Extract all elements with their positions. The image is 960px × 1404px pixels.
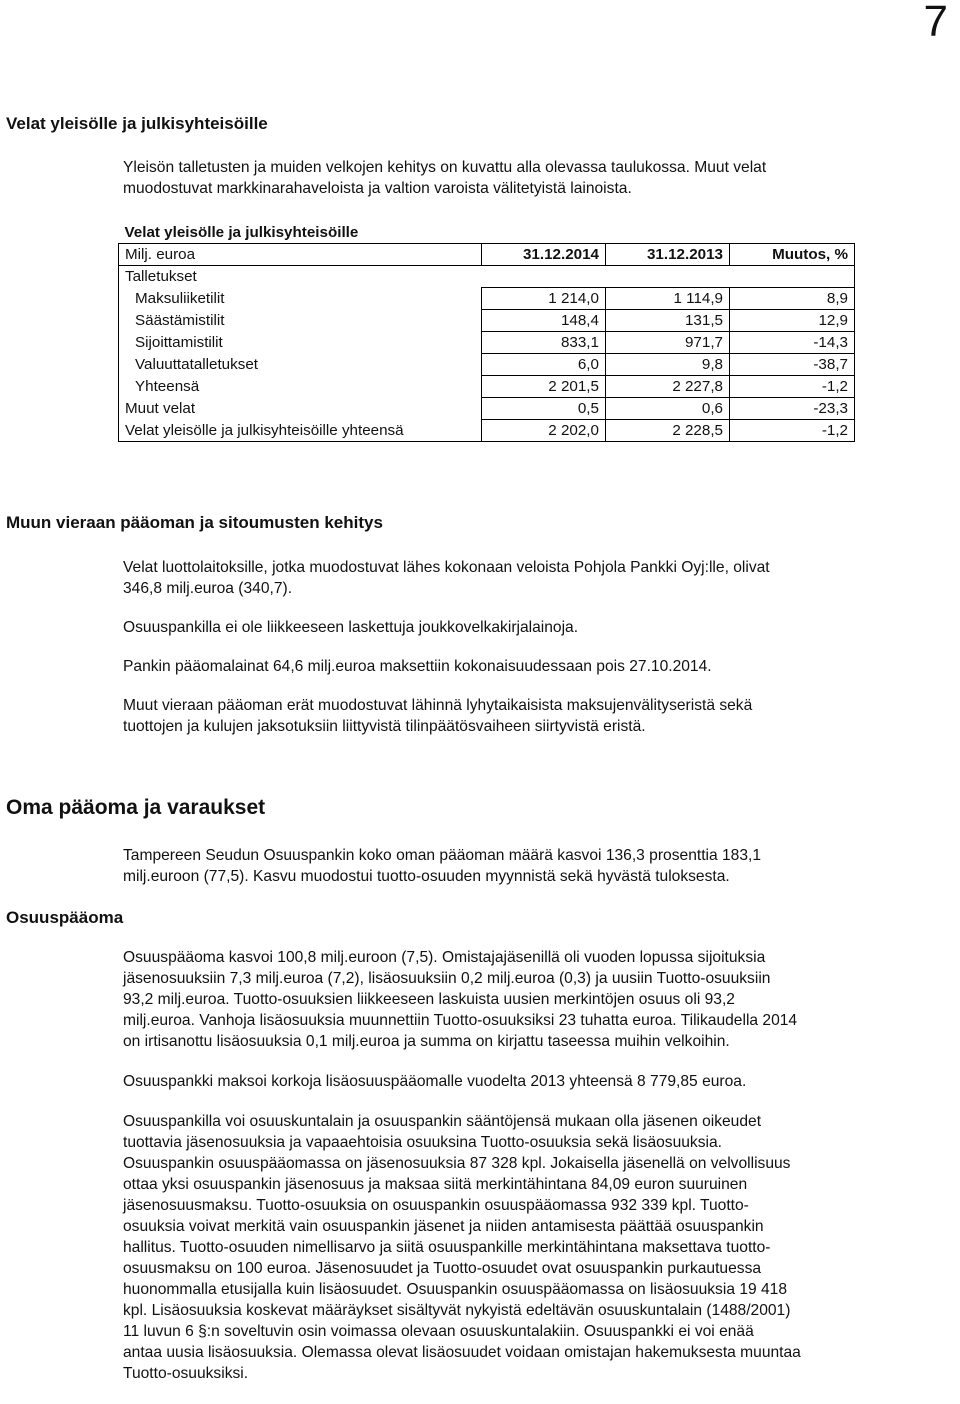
row-label: Valuuttatalletukset bbox=[119, 354, 482, 376]
section-heading-equity: Oma pääoma ja varaukset bbox=[6, 796, 266, 819]
paragraph-line: jäsenosuuksiin 7,3 milj.euroa (7,2), lisäosuuksiin 0,2 milj.euroa (0,3) ja uusiin Tuotto-osuuksiin bbox=[123, 970, 771, 987]
row-value-2014: 0,5 bbox=[481, 398, 605, 420]
row-value-2013: 2 227,8 bbox=[605, 376, 729, 398]
row-value-2014: 2 202,0 bbox=[481, 420, 605, 442]
table-row bbox=[119, 398, 855, 420]
paragraph: Pankin pääomalainat 64,6 milj.euroa maksettiin kokonaisuudessaan pois 27.10.2014. bbox=[123, 658, 712, 675]
intro-line: muodostuvat markkinarahaveloista ja valtion varoista välitetyistä lainoista. bbox=[123, 180, 632, 197]
paragraph-line: 346,8 milj.euroa (340,7). bbox=[123, 580, 293, 597]
table-row bbox=[119, 376, 855, 398]
row-value-2014: 6,0 bbox=[481, 354, 605, 376]
equity-text bbox=[123, 845, 913, 1384]
paragraph-line: antaa uusia lisäosuuksia. Olemassa olevat lisäosuudet voidaan omistajan hakemuksesta muuntaa bbox=[123, 1344, 801, 1361]
table-title: Velat yleisölle ja julkisyhteisöille bbox=[124, 224, 359, 241]
paragraph-line: milj.euroa. Vanhoja lisäosuuksia muunnettiin Tuotto-osuuksiksi 23 tuhatta euroa. Tilikaudella 2014 bbox=[123, 1012, 798, 1029]
paragraph-line: milj.euroon (77,5). Kasvu muodostui tuotto-osuuden myynnistä sekä hyvästä tuloksesta. bbox=[123, 868, 730, 885]
paragraph-line: Tampereen Seudun Osuuspankin koko oman pääoman määrä kasvoi 136,3 prosenttia 183,1 bbox=[123, 847, 762, 864]
row-value-2013: 971,7 bbox=[605, 332, 729, 354]
row-value-2014: 148,4 bbox=[481, 310, 605, 332]
row-value-2013: 1 114,9 bbox=[605, 288, 729, 310]
paragraph-line: huonommalla etusijalla kuin lisäosuudet. Osuuspankin osuuspääomassa on lisäosuuksia 19 418 bbox=[123, 1281, 788, 1298]
section-heading-other-liabilities: Muun vieraan pääoman ja sitoumusten kehitys bbox=[6, 513, 383, 532]
intro-line: Yleisön talletusten ja muiden velkojen kehitys on kuvattu alla olevassa taulukossa. Muut velat bbox=[123, 159, 767, 176]
row-value-change: -38,7 bbox=[730, 354, 855, 376]
row-label: Säästämistilit bbox=[119, 310, 482, 332]
row-label: Muut velat bbox=[119, 398, 482, 420]
subheading-cooperative-capital: Osuuspääoma bbox=[6, 908, 124, 927]
row-value-2014: 2 201,5 bbox=[481, 376, 605, 398]
paragraph: Osuuspankilla ei ole liikkeeseen laskettuja joukkovelkakirjalainoja. bbox=[123, 619, 579, 636]
row-value-2013: 131,5 bbox=[605, 310, 729, 332]
table-row bbox=[119, 354, 855, 376]
row-value-change: -1,2 bbox=[730, 376, 855, 398]
paragraph-line: tuottavia jäsenosuuksia ja vapaaehtoisia osuuksina Tuotto-osuuksia sekä lisäosuuksia. bbox=[123, 1134, 722, 1151]
paragraph-line: 11 luvun 6 §:n soveltuvin osin voimassa olevaan osuuskuntalakiin. Osuuspankki ei voi enää bbox=[123, 1323, 754, 1340]
table-row bbox=[119, 288, 855, 310]
paragraph-line: osuuksia voivat merkitä vain osuuspankin jäsenet ja niiden antamisesta päättää osuuspankin bbox=[123, 1218, 764, 1235]
row-value-2013: 9,8 bbox=[605, 354, 729, 376]
paragraph-line: Osuuspääoma kasvoi 100,8 milj.euroon (7,5). Omistajajäsenillä oli vuoden lopussa sijoituksia bbox=[123, 949, 766, 966]
liabilities-intro bbox=[123, 157, 913, 199]
table-row bbox=[119, 420, 855, 442]
row-value-change: -14,3 bbox=[730, 332, 855, 354]
row-value-change: -23,3 bbox=[730, 398, 855, 420]
row-value-change: 12,9 bbox=[730, 310, 855, 332]
equity-paragraph-1 bbox=[123, 845, 913, 887]
paragraph-line: tuottojen ja kulujen jaksotuksiin liittyvistä tilinpäätösvaiheen siirtyvistä eristä. bbox=[123, 718, 646, 735]
row-value-2013: 0,6 bbox=[605, 398, 729, 420]
paragraph-line: jäsenosuusmaksu. Tuotto-osuuksia on osuuspankin osuuspääomassa 932 339 kpl. Tuotto- bbox=[123, 1197, 749, 1214]
column-header-change: Muutos, % bbox=[730, 244, 855, 266]
equity-paragraph-2 bbox=[123, 947, 913, 1052]
liabilities-table bbox=[118, 222, 855, 442]
paragraph-line: 93,2 milj.euroa. Tuotto-osuuksien liikkeeseen laskuista uusien merkintöjen osuus oli 93,2 bbox=[123, 991, 735, 1008]
table-unit-label: Milj. euroa bbox=[119, 244, 482, 266]
table-section-label: Talletukset bbox=[119, 266, 482, 288]
row-label: Velat yleisölle ja julkisyhteisöille yhteensä bbox=[119, 420, 482, 442]
paragraph-line: Osuuspankin osuuspääomassa on jäsenosuuksia 87 328 kpl. Jokaisella jäsenellä on velvollisuus bbox=[123, 1155, 791, 1172]
paragraph-line: Tuotto-osuuksiksi. bbox=[123, 1365, 249, 1382]
row-label: Sijoittamistilit bbox=[119, 332, 482, 354]
row-value-2014: 1 214,0 bbox=[481, 288, 605, 310]
row-value-2014: 833,1 bbox=[481, 332, 605, 354]
other-liabilities-text bbox=[123, 557, 913, 737]
paragraph-line: hallitus. Tuotto-osuuden nimellisarvo ja siitä osuuspankille merkintähintana maksettava tuotto- bbox=[123, 1239, 771, 1256]
page-number: 7 bbox=[923, 0, 948, 46]
paragraph-line: Velat luottolaitoksille, jotka muodostuvat lähes kokonaan veloista Pohjola Pankki Oyj:lle, olivat bbox=[123, 559, 770, 576]
paragraph-line: ottaa yksi osuuspankin jäsenosuus ja maksaa siitä merkintähintana 84,09 euron suuruinen bbox=[123, 1176, 748, 1193]
table-row bbox=[119, 332, 855, 354]
paragraph-line: Muut vieraan pääoman erät muodostuvat lähinnä lyhytaikaisista maksujenvälityseristä sekä bbox=[123, 697, 753, 714]
paragraph-line: Osuuspankilla voi osuuskuntalain ja osuuspankin sääntöjensä mukaan olla jäsenen oikeudet bbox=[123, 1113, 762, 1130]
column-header-2013: 31.12.2013 bbox=[605, 244, 729, 266]
row-label: Yhteensä bbox=[119, 376, 482, 398]
equity-paragraph-3: Osuuspankki maksoi korkoja lisäosuuspääomalle vuodelta 2013 yhteensä 8 779,85 euroa. bbox=[123, 1073, 747, 1090]
row-value-change: -1,2 bbox=[730, 420, 855, 442]
column-header-2014: 31.12.2014 bbox=[481, 244, 605, 266]
paragraph-line: osuusmaksu on 100 euroa. Jäsenosuudet ja Tuotto-osuudet ovat osuuspankin purkautuessa bbox=[123, 1260, 762, 1277]
equity-paragraph-4 bbox=[123, 1111, 913, 1384]
paragraph-line: on irtisanottu lisäosuuksia 0,1 milj.euroa ja summa on kirjattu taseessa muihin velkoihin. bbox=[123, 1033, 730, 1050]
paragraph-line: kpl. Lisäosuuksia koskevat määräykset sisältyvät nykyistä edeltävän osuuskuntalain (1488/2001) bbox=[123, 1302, 791, 1319]
row-value-2013: 2 228,5 bbox=[605, 420, 729, 442]
table-row bbox=[119, 310, 855, 332]
section-heading-liabilities: Velat yleisölle ja julkisyhteisöille bbox=[6, 114, 268, 133]
row-label: Maksuliiketilit bbox=[119, 288, 482, 310]
row-value-change: 8,9 bbox=[730, 288, 855, 310]
